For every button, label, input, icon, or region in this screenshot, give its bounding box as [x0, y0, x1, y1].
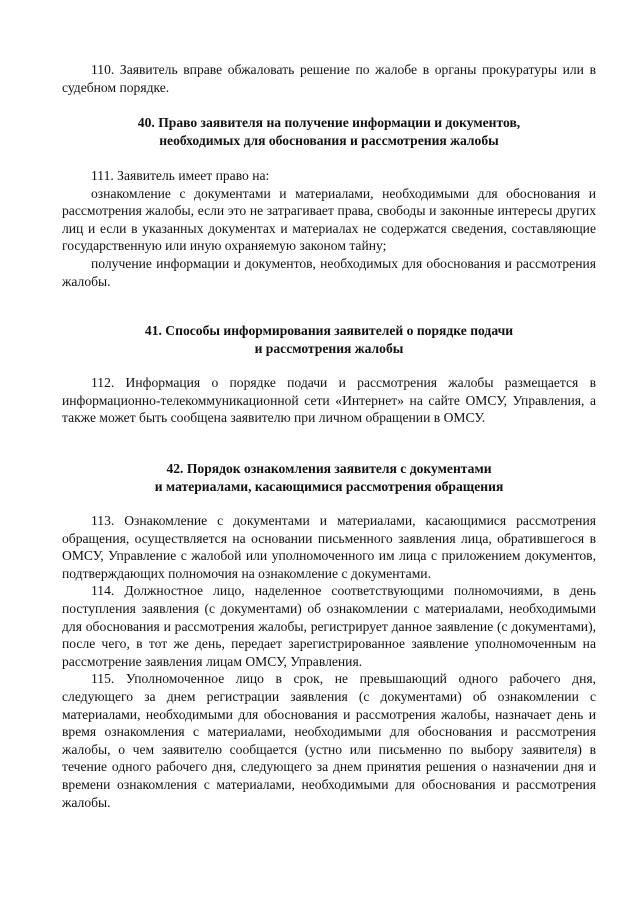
paragraph-115: 115. Уполномоченное лицо в срок, не превышающий одного рабочего дня, следующего за днем регистрации заявления (с документами) об ознакомлении с материалами, необходимыми для обоснования и рассмотрения жалобы, назначает день и время ознакомления с материалами, необходимыми для обоснования и рассмотрения жалобы, о чем заявителю сообщается (устно или письменно по выбору заявителя) в течение одного рабочего дня, следующего за днем принятия решения о назначении дня и времени ознакомления с материалами, необходимыми для обоснования и рассмотрения жалобы. — [62, 671, 596, 810]
section-41-heading — [62, 322, 596, 357]
paragraph-114: 114. Должностное лицо, наделенное соответствующими полномочиями, в день поступления заявления (с документами) об ознакомлении с материалами, необходимыми для обоснования и рассмотрения жалобы, регистрирует данное заявление (с документами), после чего, в тот же день, передает зарегистрированное заявление уполномоченным на рассмотрение заявления лицам ОМСУ, Управления. — [62, 583, 596, 669]
section-40-heading-line1: 40. Право заявителя на получение информации и документов, — [137, 115, 521, 130]
paragraph-112: 112. Информация о порядке подачи и рассмотрения жалобы размещается в информационно-телекоммуникационной сети «Интернет» на сайте ОМСУ, Управления, а также может быть сообщена заявителю при личном обращении в ОМСУ. — [62, 375, 596, 426]
paragraph-113-115-block — [62, 512, 596, 811]
paragraph-113: 113. Ознакомление с документами и материалами, касающимися рассмотрения обращения, осуществляется на основании письменного заявления лица, обратившегося в ОМСУ, Управление с жалобой или уполномоченного им лица с приложением документов, подтверждающих полномочия на ознакомление с документами. — [62, 513, 596, 581]
section-41-heading-line2: и рассмотрения жалобы — [254, 340, 404, 356]
paragraph-111: 111. Заявитель имеет право на: — [91, 168, 270, 183]
paragraph-111-item-a: ознакомление с документами и материалами, необходимыми для обоснования и рассмотрения жалобы, если это не затрагивает права, свободы и законные интересы других лиц и если в указанных документах и материалах не содержатся сведения, составляющие государственную или иную охраняемую законом тайну; — [62, 185, 596, 254]
paragraph-111-block — [62, 167, 596, 290]
section-41-heading-line1: 41. Способы информирования заявителей о порядке подачи — [144, 323, 514, 338]
paragraph-110: 110. Заявитель вправе обжаловать решение по жалобе в органы прокуратуры или в судебном порядке. — [62, 62, 596, 95]
paragraph-112-block — [62, 374, 596, 427]
section-40-heading — [62, 114, 596, 149]
section-42-heading-line1: 42. Порядок ознакомления заявителя с документами — [166, 461, 492, 476]
paragraph-110-block — [62, 61, 596, 96]
section-42-heading — [62, 460, 596, 495]
section-42-heading-line2: и материалами, касающимися рассмотрения обращения — [154, 478, 504, 494]
paragraph-111-item-b: получение информации и документов, необходимых для обоснования и рассмотрения жалобы. — [62, 255, 596, 289]
section-40-heading-line2: необходимых для обоснования и рассмотрения жалобы — [159, 132, 499, 148]
